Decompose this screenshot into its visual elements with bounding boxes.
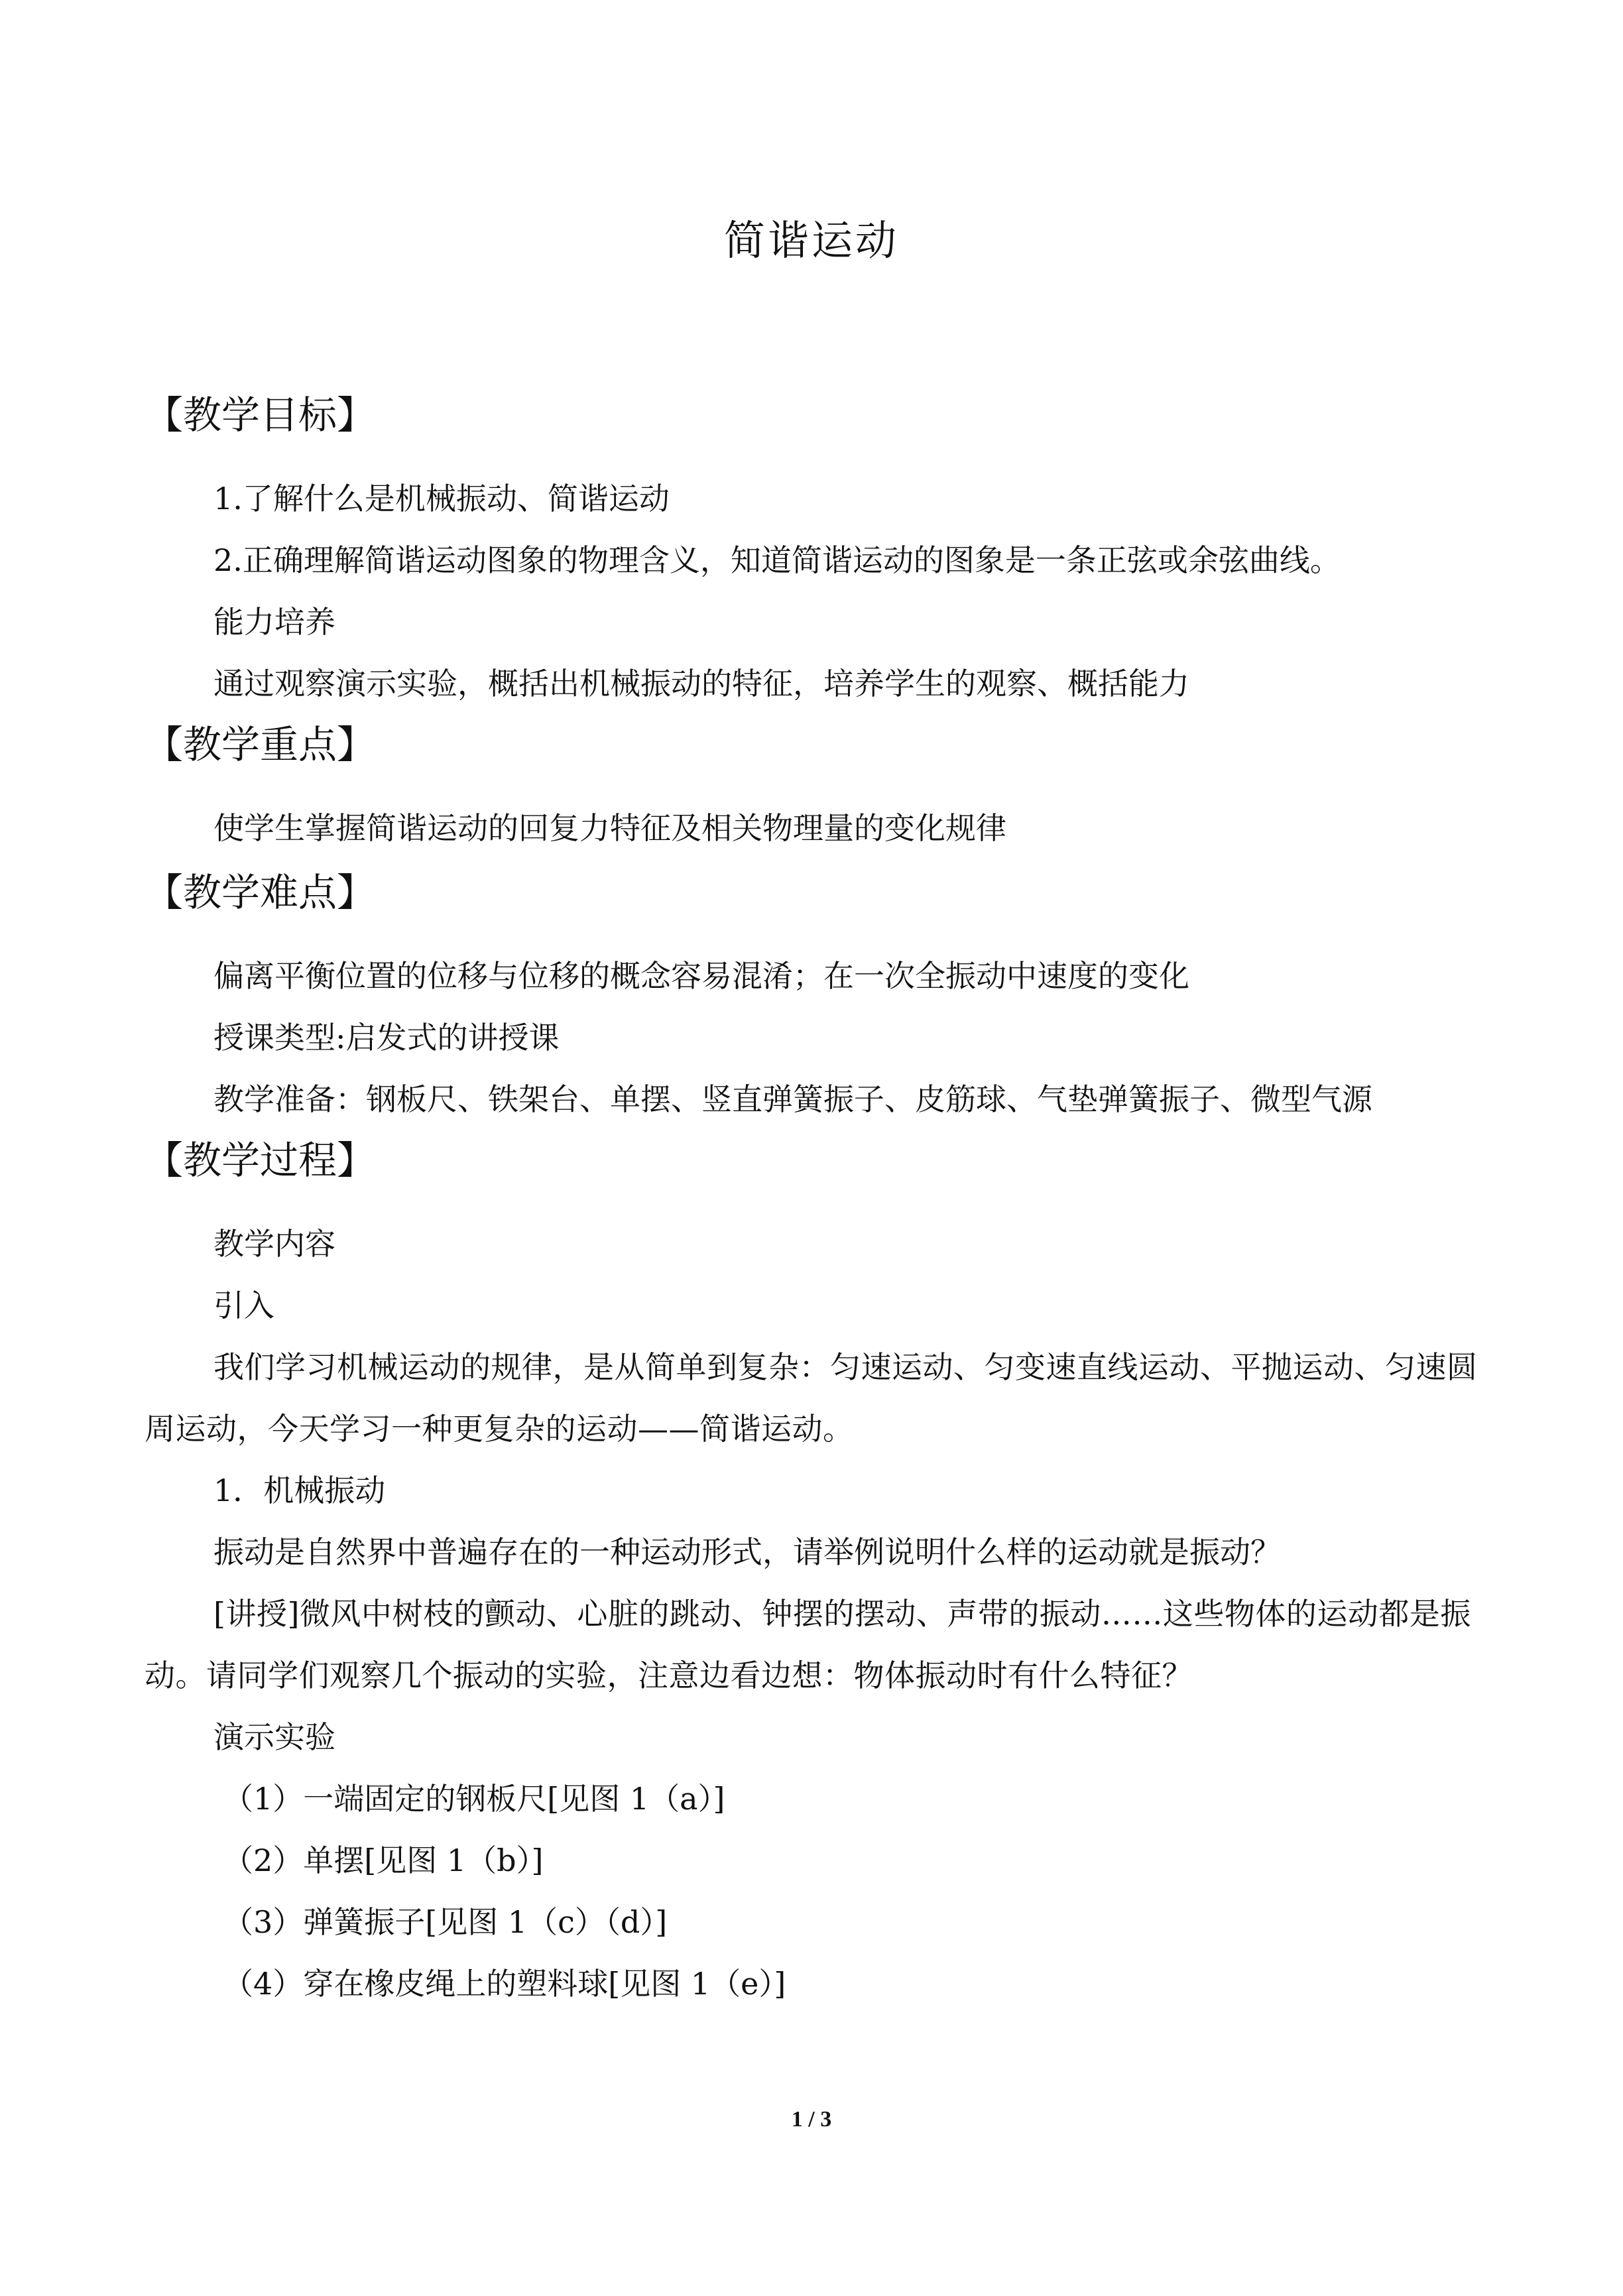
vibration-question: 振动是自然界中普遍存在的一种运动形式，请举例说明什么样的运动就是振动？ (213, 1534, 1281, 1570)
key-point-item-1: 使学生掌握简谐运动的回复力特征及相关物理量的变化规律 (213, 810, 1006, 846)
experiment-item-1: （1）一端固定的钢板尺[见图 1（a）] (223, 1781, 725, 1817)
difficulty-item-1: 偏离平衡位置的位移与位移的概念容易混淆；在一次全振动中速度的变化 (213, 958, 1189, 994)
experiment-item-2: （2）单摆[见图 1（b）] (223, 1843, 544, 1878)
lesson-type: 授课类型:启发式的讲授课 (213, 1020, 560, 1056)
teaching-materials: 教学准备：钢板尺、铁架台、单摆、竖直弹簧振子、皮筋球、气垫弹簧振子、微型气源 (213, 1081, 1372, 1117)
section-mechanical-vibration: 1．机械振动 (213, 1473, 386, 1508)
document-title: 简谐运动 (723, 216, 899, 265)
process-intro-label: 引入 (213, 1288, 274, 1323)
demo-experiment-label: 演示实验 (213, 1719, 335, 1755)
process-intro-text: 我们学习机械运动的规律，是从简单到复杂：匀速运动、匀变速直线运动、平抛运动、匀速圆周运动，今天学习一种更复杂的运动——简谐运动。 (145, 1349, 1478, 1447)
page-number: 1 / 3 (791, 2107, 832, 2132)
heading-objectives: 【教学目标】 (145, 393, 376, 438)
experiment-item-4: （4）穿在橡皮绳上的塑料球[见图 1（e）] (223, 1966, 786, 2002)
ability-label: 能力培养 (213, 604, 335, 640)
objective-item-1: 1.了解什么是机械振动、简谐运动 (213, 481, 670, 516)
heading-key-points: 【教学重点】 (145, 722, 376, 767)
process-content-label: 教学内容 (213, 1226, 335, 1262)
lecture-text: [讲授]微风中树枝的颤动、心脏的跳动、钟摆的摆动、声带的振动……这些物体的运动都是振动。请同学们观察几个振动的实验，注意边看边想：物体振动时有什么特征？ (145, 1596, 1471, 1693)
ability-text: 通过观察演示实验，概括出机械振动的特征，培养学生的观察、概括能力 (213, 666, 1189, 701)
objective-item-2: 2.正确理解简谐运动图象的物理含义，知道简谐运动的图象是一条正弦或余弦曲线。 (213, 542, 1341, 578)
heading-process: 【教学过程】 (145, 1138, 376, 1183)
heading-difficulties: 【教学难点】 (145, 870, 376, 915)
experiment-item-3: （3）弹簧振子[见图 1（c）（d）] (223, 1904, 668, 1940)
